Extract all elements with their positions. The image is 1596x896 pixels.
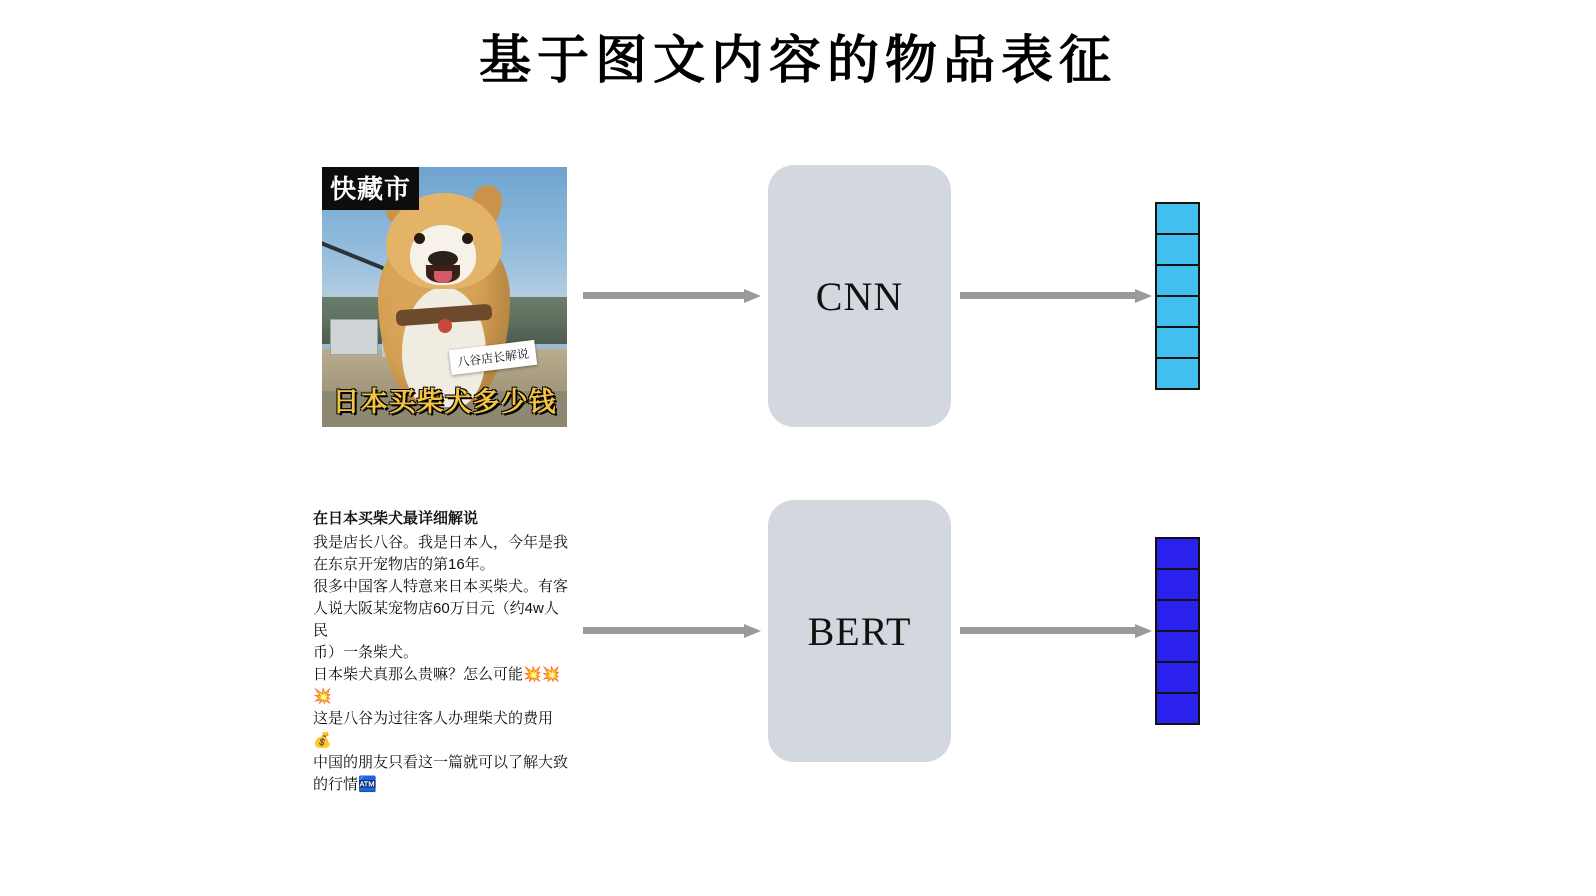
vector-cell — [1157, 632, 1198, 663]
vector-cell — [1157, 601, 1198, 632]
text-item-line: 💥 — [313, 688, 332, 705]
vector-cell — [1157, 359, 1198, 388]
overlay-badge: 快藏市 — [322, 167, 419, 210]
dog-eye-left — [414, 233, 425, 244]
text-item-line: 的行情🏧 — [313, 776, 377, 793]
arrow-head — [744, 289, 761, 303]
arrow-shaft — [583, 292, 744, 299]
vector-cell — [1157, 539, 1198, 570]
text-item-headline: 在日本买柴犬最详细解说 — [313, 510, 479, 527]
vector-cell — [1157, 204, 1198, 235]
page-title: 基于图文内容的物品表征 — [478, 33, 1117, 90]
arrow-cnn-to-image-embedding — [960, 289, 1152, 301]
cnn-model-box: CNN — [768, 165, 951, 427]
vector-cell — [1157, 694, 1198, 723]
text-item-line: 我是店长八谷。我是日本人，今年是我 — [313, 534, 569, 551]
dog-tongue — [434, 271, 452, 283]
arrow-shaft — [960, 292, 1135, 299]
text-item-line: 日本柴犬真那么贵嘛？怎么可能💥💥 — [313, 666, 561, 683]
text-embedding-vector — [1155, 537, 1200, 725]
building-left — [330, 319, 378, 355]
bert-model-box: BERT — [768, 500, 951, 762]
arrow-shaft — [960, 627, 1135, 634]
arrow-head — [1135, 624, 1152, 638]
vector-cell — [1157, 328, 1198, 359]
overlay-caption: 日本买柴犬多少钱 — [332, 387, 557, 417]
text-item-line: 人说大阪某宠物店60万日元（约4w人民 — [313, 600, 559, 639]
dog-eye-right — [462, 233, 473, 244]
text-item-line: 这是八谷为过往客人办理柴犬的费用💰 — [313, 710, 554, 749]
text-item-block — [313, 508, 569, 796]
text-item-line: 币）一条柴犬。 — [313, 644, 419, 661]
arrow-shaft — [583, 627, 744, 634]
text-item-line: 在东京开宠物店的第16年。 — [313, 556, 495, 573]
image-item-card — [322, 167, 567, 427]
collar-tag — [438, 319, 452, 333]
vector-cell — [1157, 297, 1198, 328]
arrow-text-to-bert — [583, 624, 761, 636]
arrow-head — [1135, 289, 1152, 303]
vector-cell — [1157, 266, 1198, 297]
text-item-line: 中国的朋友只看这一篇就可以了解大致 — [313, 754, 569, 771]
overlay-sticker: 八谷店长解说 — [449, 340, 537, 375]
vector-cell — [1157, 235, 1198, 266]
vector-cell — [1157, 570, 1198, 601]
text-item-line: 很多中国客人特意来日本买柴犬。有客 — [313, 578, 569, 595]
arrow-head — [744, 624, 761, 638]
vector-cell — [1157, 663, 1198, 694]
arrow-bert-to-text-embedding — [960, 624, 1152, 636]
arrow-image-to-cnn — [583, 289, 761, 301]
image-embedding-vector — [1155, 202, 1200, 390]
